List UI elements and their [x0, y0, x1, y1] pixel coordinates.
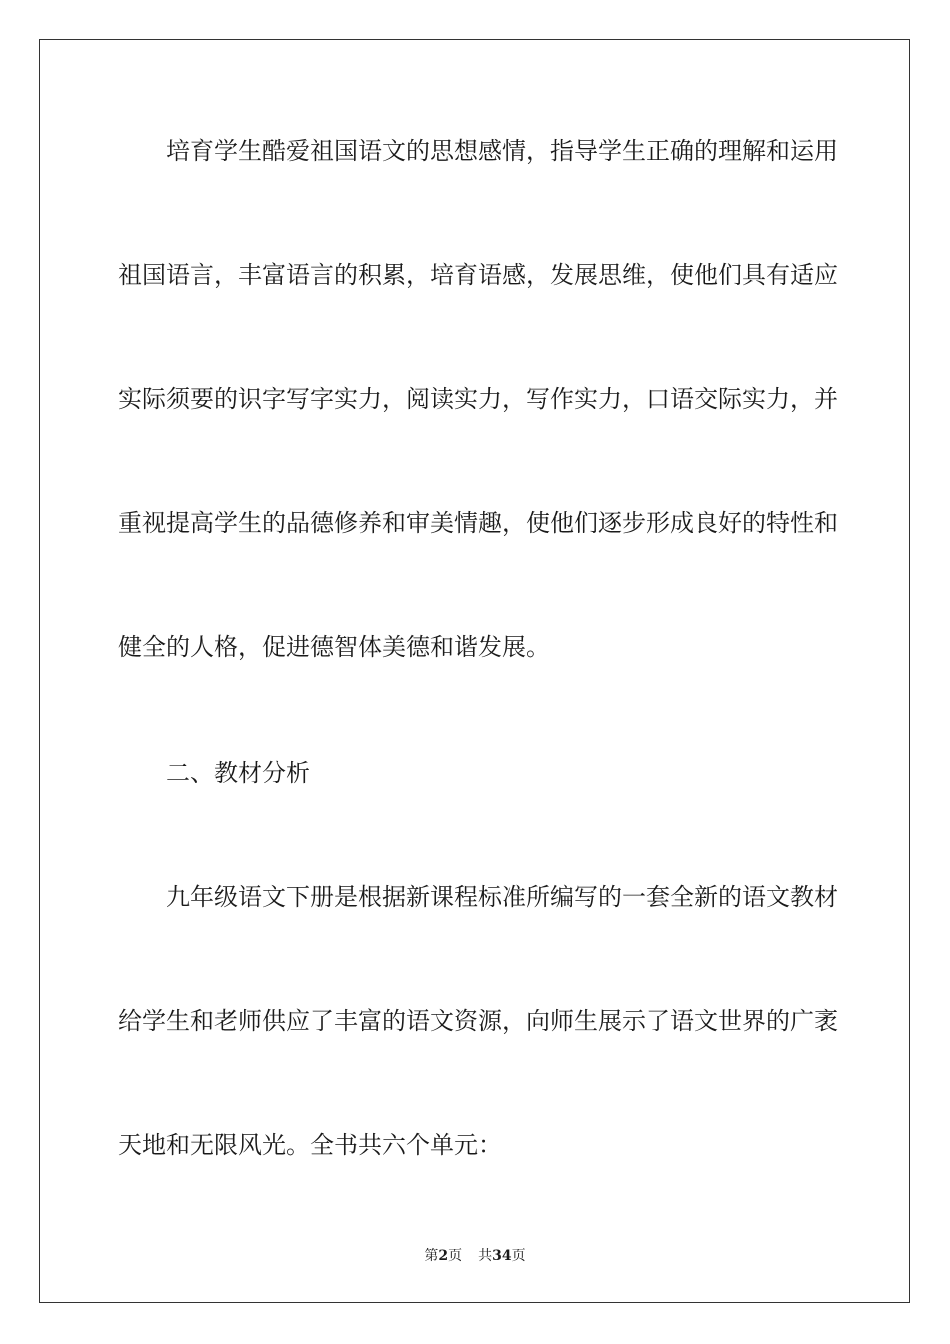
section-heading: 二、教材分析 — [166, 759, 310, 787]
page-prefix: 第 — [424, 1248, 439, 1264]
paragraph-1-line-3: 实际须要的识字写字实力，阅读实力，写作实力，口语交际实力，并 — [118, 385, 838, 413]
paragraph-1-line-4: 重视提高学生的品德修养和审美情趣，使他们逐步形成良好的特性和 — [118, 509, 838, 537]
paragraph-1-line-1: 培育学生酷爱祖国语文的思想感情，指导学生正确的理解和运用 — [166, 137, 838, 165]
page-number: 2 — [438, 1248, 449, 1264]
paragraph-2-line-1: 九年级语文下册是根据新课程标准所编写的一套全新的语文教材 — [166, 883, 838, 911]
paragraph-1-line-2: 祖国语言，丰富语言的积累，培育语感，发展思维，使他们具有适应 — [118, 261, 838, 289]
total-pages: 34 — [492, 1248, 512, 1264]
paragraph-2-line-2: 给学生和老师供应了丰富的语文资源，向师生展示了语文世界的广袤 — [118, 1007, 838, 1035]
total-suffix: 页 — [511, 1248, 526, 1264]
page-frame — [39, 39, 910, 1303]
total-prefix: 共 — [478, 1248, 493, 1264]
paragraph-2-line-3: 天地和无限风光。全书共六个单元： — [118, 1131, 502, 1159]
page-footer — [0, 1247, 950, 1265]
paragraph-1-line-5: 健全的人格，促进德智体美德和谐发展。 — [118, 633, 550, 661]
page-suffix: 页 — [448, 1248, 463, 1264]
